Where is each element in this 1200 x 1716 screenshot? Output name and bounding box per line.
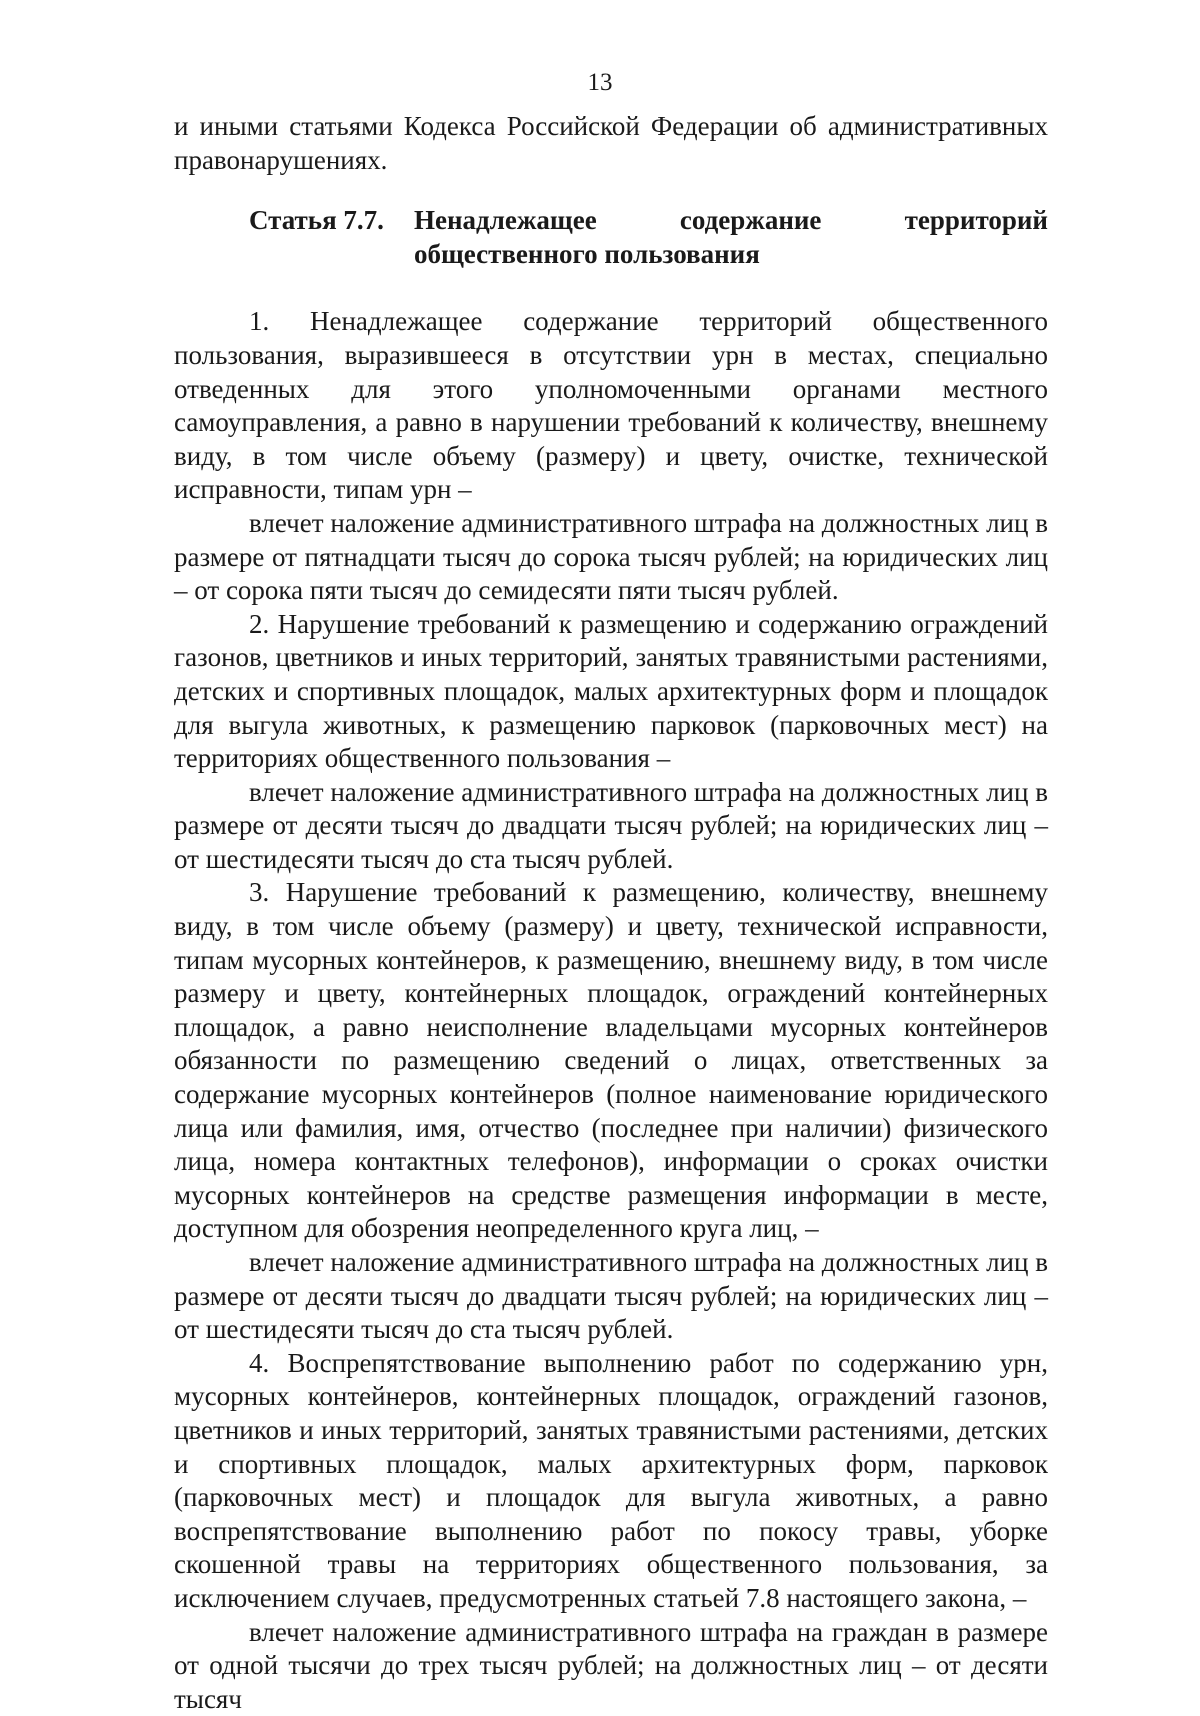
paragraph-4-offense: 4. Воспрепятствование выполнению работ по содержанию урн, мусорных контейнеров, контейнерных площадок, ограждений газонов, цветников и иных территорий, занятых травянистыми растениями, детских и спортивных площадок, малых архитектурных форм, парковок (парковочных мест) и площадок для выгула животных, а равно воспрепятствование выполнению работ по покосу травы, уборке скошенной травы на территориях общественного пользования, за исключением случаев, предусмотренных статьей 7.8 настоящего закона, – [174,1347,1048,1613]
paragraph-3-offense: 3. Нарушение требований к размещению, количеству, внешнему виду, в том числе объему (размеру) и цвету, технической исправности, типам мусорных контейнеров, к размещению, внешнему виду, в том числе размеру и цвету, контейнерных площадок, ограждений контейнерных площадок, а равно неисполнение владельцами мусорных контейнеров обязанности по размещению сведений о лицах, ответственных за содержание мусорных контейнеров (полное наименование юридического лица или фамилия, имя, отчество (последнее при наличии) физического лица, номера контактных телефонов), информации о сроках очистки мусорных контейнеров на средстве размещения информации в месте, доступном для обозрения неопределенного круга лиц, – [174,877,1048,1244]
paragraph-2-offense: 2. Нарушение требований к размещению и содержанию ограждений газонов, цветников и иных территорий, занятых травянистыми растениями, детских и спортивных площадок, малых архитектурных форм и площадок для выгула животных, к размещению парковок (парковочных мест) на территориях общественного пользования – [174,608,1048,774]
paragraph-2-penalty: влечет наложение административного штрафа на должностных лиц в размере от десяти тысяч до двадцати тысяч рублей; на юридических лиц – от шестидесяти тысяч до ста тысяч рублей. [174,776,1048,874]
paragraph-4-penalty: влечет наложение административного штрафа на граждан в размере от одной тысячи до трех тысяч рублей; на должностных лиц – от десяти тысяч [174,1616,1048,1714]
article-heading [174,204,1048,271]
intro-paragraph: и иными статьями Кодекса Российской Федерации об административных правонарушениях. [174,111,1048,175]
article-title: Ненадлежащее содержание территорий общественного пользования [414,205,1048,269]
paragraph-1-penalty: влечет наложение административного штрафа на должностных лиц в размере от пятнадцати тысяч до сорока тысяч рублей; на юридических лиц – от сорока пяти тысяч до семидесяти пяти тысяч рублей. [174,507,1048,606]
article-number: Статья 7.7. [249,205,384,236]
document-body [174,110,1048,1716]
page-number: 13 [587,69,613,96]
paragraph-3-penalty: влечет наложение административного штрафа на должностных лиц в размере от десяти тысяч до двадцати тысяч рублей; на юридических лиц – от шестидесяти тысяч до ста тысяч рублей. [174,1247,1048,1345]
paragraph-1-offense: 1. Ненадлежащее содержание территорий общественного пользования, выразившееся в отсутствии урн в местах, специально отведенных для этого уполномоченными органами местного самоуправления, а равно в нарушении требований к количеству, внешнему виду, в том числе объему (размеру) и цвету, очистке, технической исправности, типам урн – [174,306,1048,505]
